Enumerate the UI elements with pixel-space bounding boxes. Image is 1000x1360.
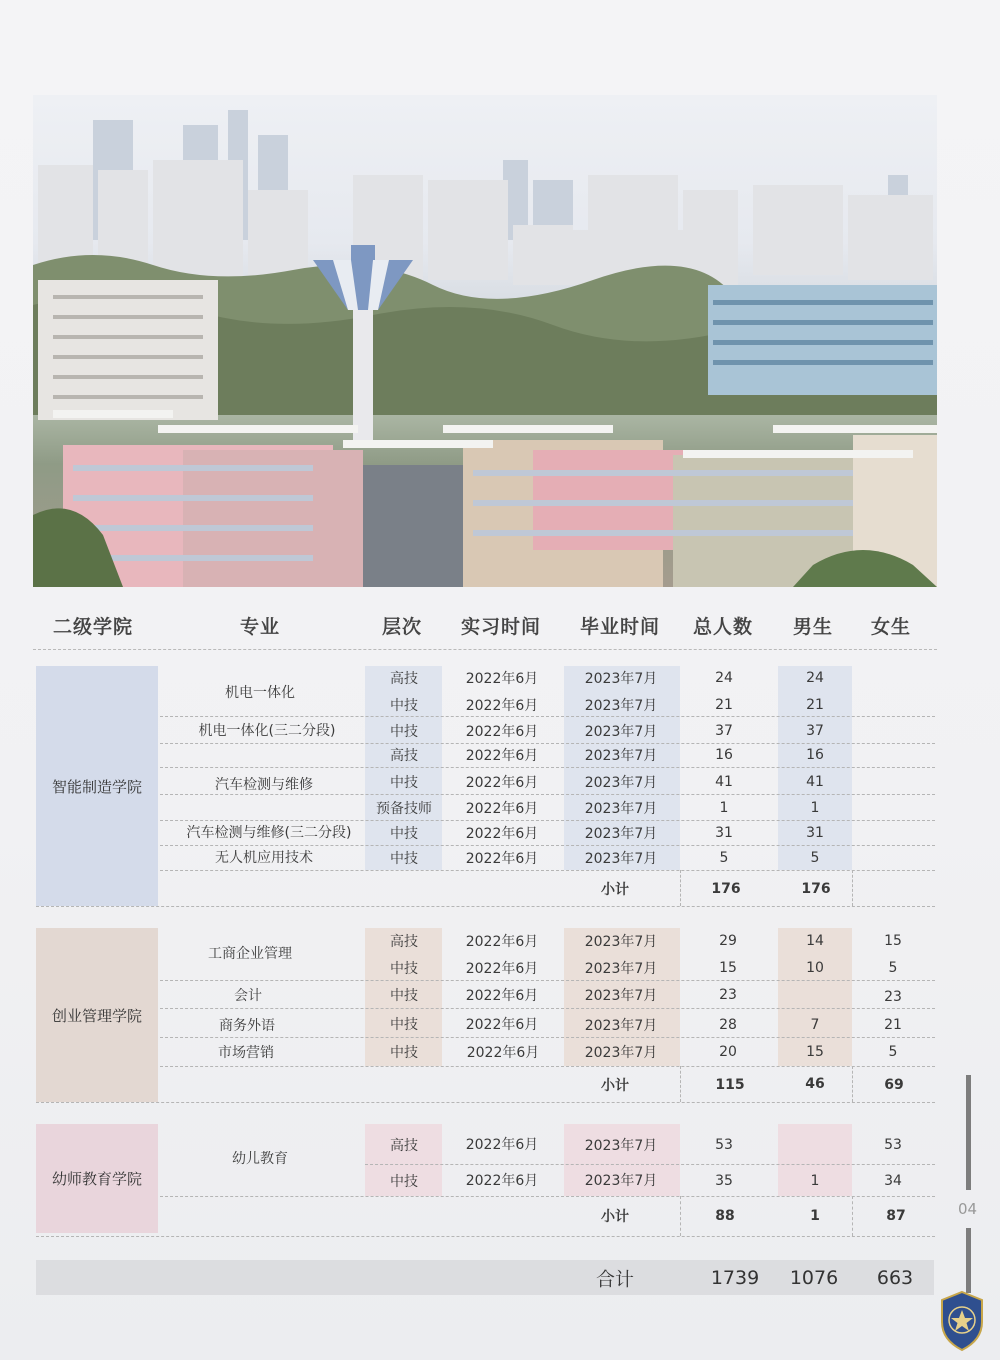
subtotal-total: 115 [715,1077,745,1093]
male-count: 1 [810,800,820,816]
intern-time: 2022年6月 [465,1137,539,1153]
subtotal-divider [680,870,681,906]
intern-time: 2022年6月 [465,826,539,842]
row-divider [160,1196,935,1197]
row-divider [365,1164,935,1165]
intern-time: 2022年6月 [466,1045,540,1061]
page-indicator-bar [966,1075,971,1190]
total-count: 29 [719,933,737,949]
male-count: 10 [806,960,824,976]
section-divider [36,1236,935,1237]
female-count: 53 [884,1137,902,1153]
school-badge-icon [938,1290,986,1352]
level: 中技 [390,698,418,714]
male-count: 5 [810,850,820,866]
intern-time: 2022年6月 [465,775,539,791]
header-total: 总人数 [692,616,754,638]
male-count: 21 [806,697,824,713]
college-name: 幼师教育学院 [51,1170,142,1188]
grad-time: 2023年7月 [584,1173,658,1189]
grand-total-label: 合计 [595,1268,635,1290]
level: 中技 [390,775,418,791]
grad-time: 2023年7月 [584,1138,658,1154]
level: 中技 [390,988,418,1004]
female-count: 23 [884,989,902,1005]
row-divider [160,820,935,821]
level: 高技 [390,934,418,950]
college-cell [36,928,158,1102]
grad-time: 2023年7月 [584,671,658,687]
male-count: 37 [806,723,824,739]
row-divider [160,870,935,871]
male-count: 15 [806,1044,824,1060]
level: 高技 [390,748,418,764]
level: 高技 [390,1138,418,1154]
subtotal-label: 小计 [601,882,629,898]
row-divider [160,845,935,846]
major-name: 汽车检测与维修 [215,777,313,793]
total-count: 20 [719,1044,737,1060]
header-intern-time: 实习时间 [460,616,542,638]
grand-total-count: 1739 [710,1266,760,1289]
major-name: 市场营销 [218,1045,274,1061]
major-name: 会计 [234,988,262,1004]
college-name: 创业管理学院 [51,1006,142,1025]
total-count: 21 [715,697,733,713]
subtotal-label: 小计 [601,1209,629,1225]
grad-time: 2023年7月 [584,961,658,977]
subtotal-divider [852,1066,853,1102]
female-count: 5 [888,1044,898,1060]
grad-time: 2023年7月 [584,698,658,714]
subtotal-male: 1 [810,1208,820,1224]
intern-time: 2022年6月 [465,801,539,817]
intern-time: 2022年6月 [465,988,539,1004]
male-count: 31 [806,825,824,841]
major-name: 机电一体化(三二分段) [198,723,336,739]
row-divider [160,767,935,768]
campus-skyline-illustration [33,95,937,587]
grad-time: 2023年7月 [584,851,658,867]
level: 中技 [390,724,418,740]
row-divider [160,1037,935,1038]
subtotal-label: 小计 [601,1078,629,1094]
row-divider [160,980,935,981]
page-indicator-bar [966,1228,971,1293]
male-count: 7 [810,1017,820,1033]
grad-time: 2023年7月 [584,826,658,842]
female-count: 34 [884,1173,902,1189]
header-grad-time: 毕业时间 [579,616,661,638]
major-name: 汽车检测与维修(三二分段) [186,825,352,841]
subtotal-divider [680,1066,681,1102]
total-count: 1 [719,800,729,816]
female-count: 21 [884,1017,902,1033]
total-count: 31 [715,825,733,841]
grad-time: 2023年7月 [584,1045,658,1061]
page-number: 04 [958,1200,978,1218]
level: 中技 [390,1017,418,1033]
grand-total-male: 1076 [789,1266,839,1289]
intern-time: 2022年6月 [465,671,539,687]
total-count: 24 [715,670,733,686]
intern-time: 2022年6月 [465,748,539,764]
grad-time: 2023年7月 [584,775,658,791]
header-major: 专业 [239,616,281,638]
major-name: 无人机应用技术 [215,850,313,866]
total-count: 37 [715,723,733,739]
college-cell [36,666,158,906]
row-divider [160,716,935,717]
level: 高技 [390,671,418,687]
total-count: 16 [715,747,733,763]
total-count: 5 [719,850,729,866]
major-name: 机电一体化 [225,685,295,701]
grad-time: 2023年7月 [584,801,658,817]
subtotal-divider [852,1196,853,1236]
total-count: 53 [715,1137,733,1153]
row-divider [160,794,935,795]
subtotal-total: 176 [711,881,741,897]
college-cell [36,1124,158,1233]
level: 中技 [390,961,418,977]
level: 预备技师 [376,801,432,817]
male-count: 1 [810,1173,820,1189]
major-name: 商务外语 [219,1018,275,1034]
grad-time: 2023年7月 [584,934,658,950]
subtotal-female: 87 [886,1208,906,1224]
intern-time: 2022年6月 [465,851,539,867]
total-count: 23 [719,987,737,1003]
header-college: 二级学院 [52,616,134,638]
female-count: 15 [884,933,902,949]
male-count: 16 [806,747,824,763]
grad-time: 2023年7月 [584,724,658,740]
male-count: 24 [806,670,824,686]
grad-time: 2023年7月 [584,988,658,1004]
total-count: 28 [719,1017,737,1033]
level: 中技 [390,851,418,867]
intern-time: 2022年6月 [465,724,539,740]
table-header [33,600,937,650]
subtotal-total: 88 [715,1208,735,1224]
intern-time: 2022年6月 [465,1173,539,1189]
section-divider [36,1102,935,1103]
header-level: 层次 [381,616,423,638]
row-divider [160,1008,935,1009]
intern-time: 2022年6月 [465,698,539,714]
intern-time: 2022年6月 [465,1017,539,1033]
intern-time: 2022年6月 [465,961,539,977]
female-count: 5 [888,960,898,976]
grand-total-female: 663 [876,1266,914,1289]
row-divider [160,1066,935,1067]
grad-time: 2023年7月 [584,1018,658,1034]
major-name: 工商企业管理 [208,946,292,962]
grand-total-row [36,1260,934,1295]
level: 中技 [390,1174,418,1190]
subtotal-divider [852,870,853,906]
level: 中技 [390,826,418,842]
header-female: 女生 [870,616,912,638]
level: 中技 [390,1045,418,1061]
campus-photo [33,95,937,587]
intern-time: 2022年6月 [465,934,539,950]
male-count: 14 [806,933,824,949]
college-name: 智能制造学院 [51,777,142,796]
grad-time: 2023年7月 [584,748,658,764]
major-name: 幼儿教育 [232,1151,288,1167]
subtotal-female: 69 [884,1077,904,1093]
row-divider [160,743,935,744]
subtotal-male: 176 [801,881,831,897]
total-count: 15 [719,960,737,976]
total-count: 35 [715,1173,733,1189]
subtotal-divider [680,1196,681,1236]
section-divider [36,906,935,907]
male-count: 41 [806,774,824,790]
header-male: 男生 [792,616,834,638]
subtotal-male: 46 [805,1076,825,1092]
total-count: 41 [715,774,733,790]
